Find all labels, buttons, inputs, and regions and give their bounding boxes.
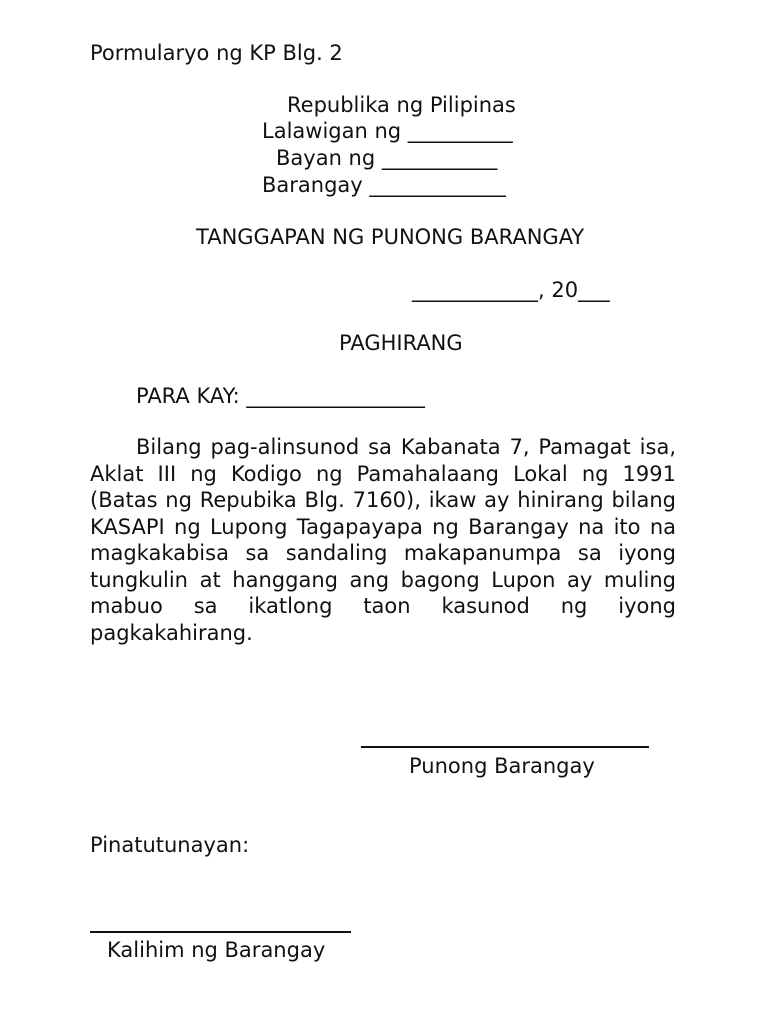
secretary-title: Kalihim ng Barangay xyxy=(107,938,326,962)
addressee-line: PARA KAY: _________________ xyxy=(136,384,425,408)
document-title: PAGHIRANG xyxy=(339,331,463,355)
province-line: Lalawigan ng __________ xyxy=(262,119,513,143)
barangay-line: Barangay _____________ xyxy=(262,173,506,197)
municipality-line: Bayan ng ___________ xyxy=(276,146,498,170)
date-line: ____________, 20___ xyxy=(412,278,610,302)
punong-barangay-title: Punong Barangay xyxy=(409,754,595,778)
secretary-signature-line xyxy=(90,931,351,933)
form-number: Pormularyo ng KP Blg. 2 xyxy=(90,41,343,65)
republic-heading: Republika ng Pilipinas xyxy=(287,93,516,117)
appointment-body: Bilang pag-alinsunod sa Kabanata 7, Pamagat isa, Aklat III ng Kodigo ng Pamahalaang Lokal ng 1991 (Batas ng Repubika Blg. 7160), ikaw ay hinirang bilang KASAPI ng Lupong Tagapayapa ng Barangay na ito na magkakabisa sa sandaling makapanumpa sa iyong tungkulin at hanggang ang bagong Lupon ay muling mabuo sa ikatlong taon kasunod ng iyong pagkakahirang. xyxy=(90,435,676,645)
office-heading: TANGGAPAN NG PUNONG BARANGAY xyxy=(196,225,585,249)
attestation-label: Pinatutunayan: xyxy=(90,833,250,857)
punong-barangay-signature-line xyxy=(361,746,649,748)
